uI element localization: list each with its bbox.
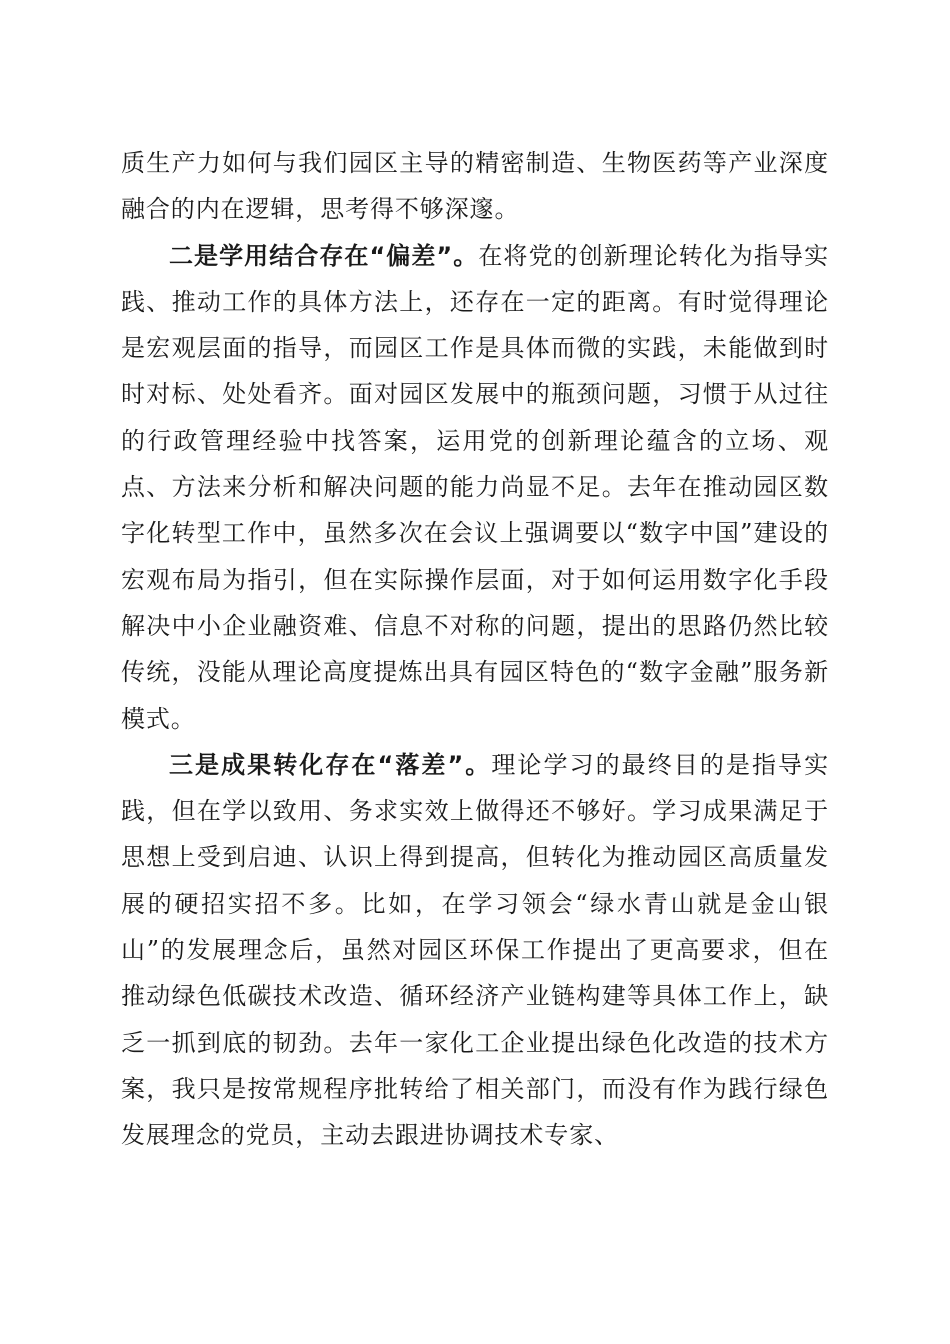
- paragraph-learning-application: [121, 233, 829, 742]
- paragraph-heading: 三是成果转化存在“落差”。: [169, 750, 492, 779]
- paragraph-heading: 二是学用结合存在“偏差”。: [169, 241, 479, 270]
- paragraph-text: 在将党的创新理论转化为指导实践、推动工作的具体方法上，还存在一定的距离。有时觉得理论是宏观层面的指导，而园区工作是具体而微的实践，未能做到时时对标、处处看齐。面对园区发展中的瓶颈问题，习惯于从过往的行政管理经验中找答案，运用党的创新理论蕴含的立场、观点、方法来分析和解决问题的能力尚显不足。去年在推动园区数字化转型工作中，虽然多次在会议上强调要以“数字中国”建设的宏观布局为指引，但在实际操作层面，对于如何运用数字化手段解决中小企业融资难、信息不对称的问题，提出的思路仍然比较传统，没能从理论高度提炼出具有园区特色的“数字金融”服务新模式。: [121, 241, 829, 733]
- paragraph-text: 质生产力如何与我们园区主导的精密制造、生物医药等产业深度融合的内在逻辑，思考得不够深邃。: [121, 149, 829, 224]
- paragraph-continuation: [121, 140, 829, 233]
- paragraph-text: 理论学习的最终目的是指导实践，但在学以致用、务求实效上做得还不够好。学习成果满足于思想上受到启迪、认识上得到提高，但转化为推动园区高质量发展的硬招实招不多。比如，在学习领会“绿水青山就是金山银山”的发展理念后，虽然对园区环保工作提出了更高要求，但在推动绿色低碳技术改造、循环经济产业链构建等具体工作上，缺乏一抓到底的韧劲。去年一家化工企业提出绿色化改造的技术方案，我只是按常规程序批转给了相关部门，而没有作为践行绿色发展理念的党员，主动去跟进协调技术专家、: [121, 750, 830, 1150]
- paragraph-result-conversion: [121, 742, 829, 1159]
- document-body: [121, 140, 829, 1159]
